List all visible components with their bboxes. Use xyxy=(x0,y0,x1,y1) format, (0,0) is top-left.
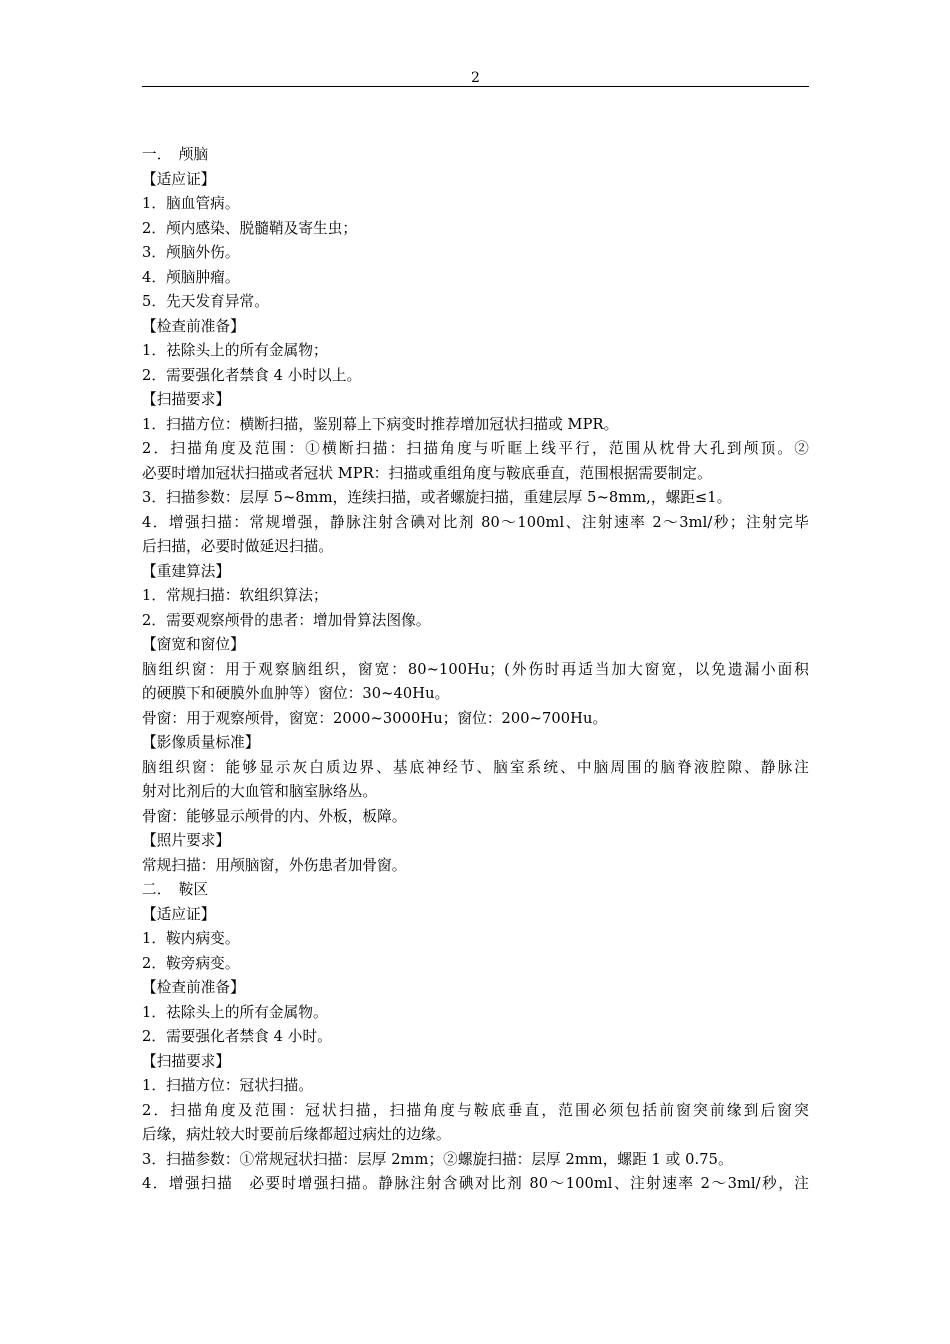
paragraph-line: 射对比剂后的大血管和脑室脉络丛。 xyxy=(142,783,378,800)
list-item: 2．颅内感染、脱髓鞘及寄生虫； xyxy=(142,219,358,237)
heading-indications: 【适应证】 xyxy=(142,905,216,923)
list-item: 2．扫描角度及范围：冠状扫描，扫描角度与鞍底垂直，范围必须包括前窗突前缘到后窗突 xyxy=(142,1101,809,1119)
heading-quality: 【影像质量标准】 xyxy=(142,734,260,751)
paragraph-line: 的硬膜下和硬膜外血肿等）窗位：30~40Hu。 xyxy=(142,685,450,702)
paragraph-line: 骨窗：用于观察颅骨，窗宽：2000~3000Hu；窗位：200~700Hu。 xyxy=(142,709,608,727)
heading-reconstruction: 【重建算法】 xyxy=(142,562,231,580)
paragraph-line: 必要时增加冠状扫描或者冠状 MPR：扫描或重组角度与鞍底垂直，范围根据需要制定。 xyxy=(142,464,712,482)
list-item: 1．常规扫描：软组织算法； xyxy=(142,587,328,604)
list-item: 2．需要观察颅骨的患者：增加骨算法图像。 xyxy=(142,611,431,629)
paragraph-line: 后缘，病灶较大时要前后缘都超过病灶的边缘。 xyxy=(142,1126,451,1143)
list-item: 2．需要强化者禁食 4 小时。 xyxy=(142,1028,332,1045)
list-item: 1．祛除头上的所有金属物。 xyxy=(142,1003,328,1021)
heading-window: 【窗宽和窗位】 xyxy=(142,636,245,653)
list-item: 2．扫描角度及范围：①横断扫描：扫描角度与听眶上线平行，范围从枕骨大孔到颅顶。② xyxy=(142,440,809,457)
list-item: 1．扫描方位：横断扫描，鉴别幕上下病变时推荐增加冠状扫描或 MPR。 xyxy=(142,415,619,433)
section-title-sellar: 二． 鞍区 xyxy=(142,881,209,898)
heading-scan-requirements: 【扫描要求】 xyxy=(142,1052,231,1070)
list-item: 2．鞍旁病变。 xyxy=(142,954,240,972)
list-item: 4．颅脑肿瘤。 xyxy=(142,268,240,286)
paragraph-line: 脑组织窗：能够显示灰白质边界、基底神经节、脑室系统、中脑周围的脑脊液腔隙、静脉注 xyxy=(142,758,809,776)
header-rule xyxy=(142,86,809,87)
list-item: 1．脑血管病。 xyxy=(142,195,240,212)
section-title-cranium: 一． 颅脑 xyxy=(142,146,209,163)
paragraph-line: 常规扫描：用颅脑窗，外伤患者加骨窗。 xyxy=(142,856,407,874)
paragraph-line: 骨窗：能够显示颅骨的内、外板，板障。 xyxy=(142,807,407,825)
heading-preparation: 【检查前准备】 xyxy=(142,979,245,996)
list-item: 3．颅脑外伤。 xyxy=(142,244,240,261)
list-item: 3．扫描参数：层厚 5~8mm，连续扫描，或者螺旋扫描，重建层厚 5~8mm,，螺距≤1。 xyxy=(142,489,732,506)
list-item: 4．增强扫描：常规增强，静脉注射含碘对比剂 80～100ml、注射速率 2～3ml/秒；注射完毕 xyxy=(142,513,809,531)
list-item: 5．先天发育异常。 xyxy=(142,293,269,310)
paragraph-line: 脑组织窗：用于观察脑组织，窗宽：80~100Hu；(外伤时再适当加大窗宽，以免遗漏小面积 xyxy=(142,660,809,678)
list-item: 3．扫描参数：①常规冠状扫描：层厚 2mm；②螺旋扫描：层厚 2mm，螺距 1 或 0.75。 xyxy=(142,1150,733,1168)
heading-scan-requirements: 【扫描要求】 xyxy=(142,391,231,408)
list-item: 1．鞍内病变。 xyxy=(142,930,240,947)
list-item: 4．增强扫描 必要时增强扫描。静脉注射含碘对比剂 80～100ml、注射速率 2～3ml/秒，注 xyxy=(142,1175,809,1192)
document-body xyxy=(142,143,809,1197)
page-number: 2 xyxy=(471,70,480,86)
heading-film: 【照片要求】 xyxy=(142,832,231,849)
list-item: 1．祛除头上的所有金属物； xyxy=(142,342,328,359)
heading-indications: 【适应证】 xyxy=(142,170,216,188)
list-item: 2．需要强化者禁食 4 小时以上。 xyxy=(142,366,362,384)
heading-preparation: 【检查前准备】 xyxy=(142,317,245,335)
list-item: 1．扫描方位：冠状扫描。 xyxy=(142,1077,314,1094)
paragraph-line: 后扫描，必要时做延迟扫描。 xyxy=(142,538,334,555)
